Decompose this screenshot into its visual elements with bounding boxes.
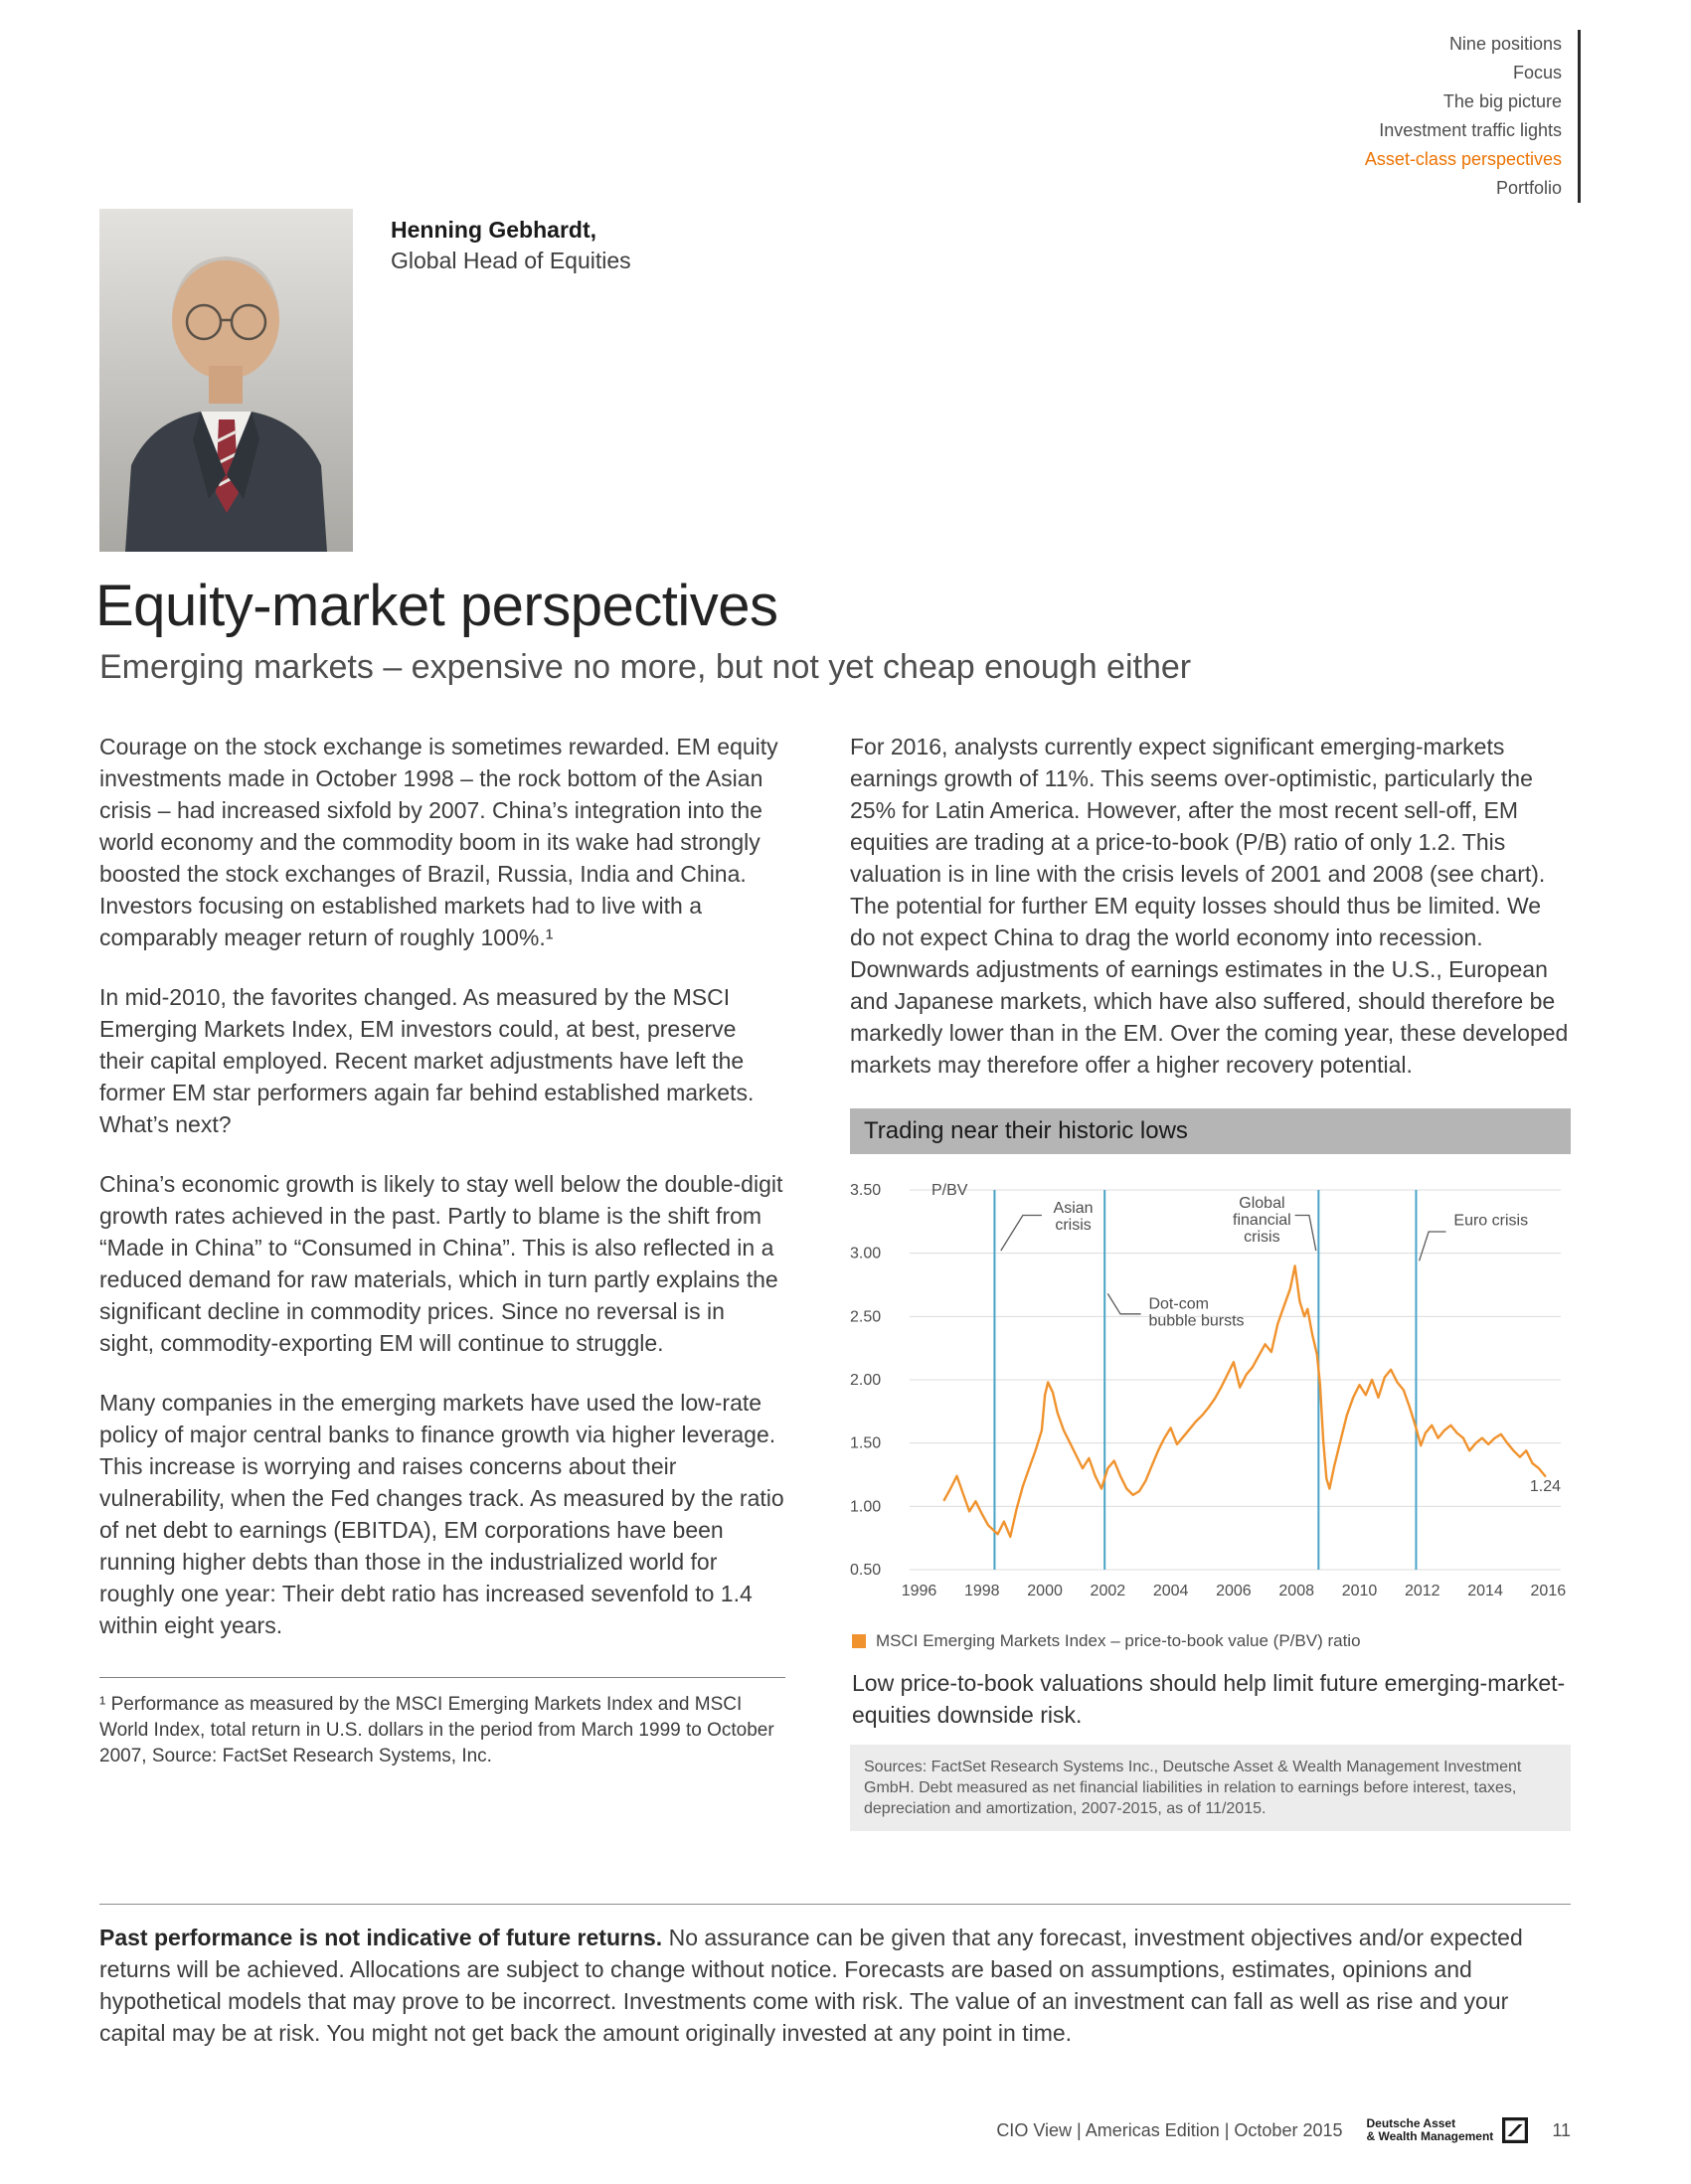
edition-label: CIO View | Americas Edition | October 2015 bbox=[996, 2119, 1343, 2140]
chart-legend bbox=[850, 1631, 1571, 1651]
page-footer bbox=[99, 2117, 1571, 2143]
svg-text:1998: 1998 bbox=[963, 1583, 1000, 1599]
nav-item-asset-class-perspectives[interactable]: Asset-class perspectives bbox=[1364, 149, 1562, 169]
chart-title: Trading near their historic lows bbox=[850, 1108, 1571, 1154]
svg-text:Globalfinancialcrisis: Global financial crisis bbox=[1233, 1194, 1291, 1246]
chart-module bbox=[850, 1108, 1571, 1831]
svg-text:2016: 2016 bbox=[1530, 1583, 1567, 1599]
body-paragraph: Courage on the stock exchange is sometimes rewarded. EM equity investments made in October 1998 – the rock bottom of the Asian crisis – had increased sixfold by 2007. China’s integration into the world economy and the commodity boom in its wake had strongly boosted the stock exchanges of Brazil, Russia, India and China. Investors focusing on established markets had to live with a comparably meager return of roughly 100%.¹ bbox=[99, 734, 778, 950]
author-photo bbox=[99, 209, 353, 552]
svg-text:1.00: 1.00 bbox=[850, 1498, 882, 1516]
svg-text:2010: 2010 bbox=[1341, 1583, 1378, 1599]
svg-text:3.00: 3.00 bbox=[850, 1245, 882, 1262]
footer-divider bbox=[99, 1904, 1571, 1905]
brand-line-2: & Wealth Management bbox=[1366, 2129, 1494, 2143]
nav-item-investment-traffic-lights[interactable]: Investment traffic lights bbox=[1379, 120, 1562, 140]
deutsche-bank-logo-icon bbox=[1502, 2117, 1528, 2143]
section-nav bbox=[1365, 30, 1581, 203]
svg-text:2002: 2002 bbox=[1090, 1583, 1126, 1599]
svg-text:2006: 2006 bbox=[1216, 1583, 1252, 1599]
page-number: 11 bbox=[1552, 2119, 1571, 2140]
svg-text:2000: 2000 bbox=[1027, 1583, 1063, 1599]
page-title: Equity-market perspectives bbox=[95, 574, 778, 638]
svg-text:0.50: 0.50 bbox=[850, 1562, 882, 1579]
svg-text:2.00: 2.00 bbox=[850, 1372, 882, 1389]
right-column bbox=[850, 731, 1571, 1831]
nav-item-focus[interactable]: Focus bbox=[1512, 63, 1562, 83]
svg-text:Asiancrisis: Asian crisis bbox=[1053, 1199, 1094, 1234]
author-block bbox=[99, 209, 631, 552]
legend-swatch bbox=[852, 1634, 866, 1648]
left-column bbox=[99, 731, 785, 1769]
nav-item-portfolio[interactable]: Portfolio bbox=[1495, 178, 1562, 198]
footnote-divider bbox=[99, 1677, 785, 1678]
disclaimer-rest: No assurance can be given that any forecast, investment objectives and/or expected returns will be achieved. Allocations are subject to change without notice. Forecasts are based on assumptions, estimates, opinions and hypothetical models that may prove to be incorrect. Investments come with risk. The value of an investment can fall as well as rise and your capital may be at risk. You might not get back the amount originally invested at any point in time. bbox=[99, 1925, 1523, 2046]
portrait-placeholder-image bbox=[99, 209, 353, 552]
body-paragraph: In mid-2010, the favorites changed. As measured by the MSCI Emerging Markets Index, EM investors could, at best, preserve their capital employed. Recent market adjustments have left the former EM star performers again far behind established markets. What’s next? bbox=[99, 984, 755, 1137]
svg-text:2008: 2008 bbox=[1278, 1583, 1314, 1599]
legend-label: MSCI Emerging Markets Index – price-to-book value (P/BV) ratio bbox=[876, 1631, 1361, 1650]
svg-text:2012: 2012 bbox=[1404, 1583, 1440, 1599]
footnote: ¹ Performance as measured by the MSCI Emerging Markets Index and MSCI World Index, total return in U.S. dollars in the period from March 1999 to October 2007, Source: FactSet Research Systems, Inc. bbox=[99, 1694, 774, 1766]
chart-caption: Low price-to-book valuations should help limit future emerging-market-equities downside risk. bbox=[852, 1670, 1566, 1728]
svg-text:3.50: 3.50 bbox=[850, 1182, 882, 1199]
nav-item-the-big-picture[interactable]: The big picture bbox=[1442, 91, 1562, 111]
brand-block bbox=[1367, 2117, 1529, 2143]
brand-line-1: Deutsche Asset bbox=[1366, 2116, 1456, 2130]
page-subtitle: Emerging markets – expensive no more, but not yet cheap enough either bbox=[99, 648, 1192, 686]
body-paragraph: China’s economic growth is likely to stay well below the double-digit growth rates achieved in the past. Partly to blame is the shift from “Made in China” to “Consumed in China”. This is also reflected in a reduced demand for raw materials, which in turn partly explains the significant decline in commodity prices. Since no reversal is in sight, commodity-exporting EM will continue to struggle. bbox=[99, 1171, 783, 1356]
svg-text:P/BV: P/BV bbox=[931, 1182, 968, 1199]
body-paragraph: For 2016, analysts currently expect significant emerging-markets earnings growth of 11%. This seems over-optimistic, particularly the 25% for Latin America. However, after the most recent sell-off, EM equities are trading at a price-to-book (P/B) ratio of only 1.2. This valuation is in line with the crisis levels of 2001 and 2008 (see chart). The potential for further EM equity losses should thus be limited. We do not expect China to drag the world economy into recession. Downwards adjustments of earnings estimates in the U.S., European and Japanese markets, which have also suffered, should therefore be markedly lower than in the EM. Over the coming year, these developed markets may therefore offer a higher recovery potential. bbox=[850, 734, 1569, 1078]
svg-text:2.50: 2.50 bbox=[850, 1308, 882, 1326]
svg-text:1996: 1996 bbox=[901, 1583, 937, 1599]
author-role: Global Head of Equities bbox=[391, 248, 631, 273]
svg-text:Dot-combubble bursts: Dot-com bubble bursts bbox=[1148, 1295, 1245, 1330]
pbv-line-chart bbox=[850, 1160, 1571, 1627]
disclaimer-lead: Past performance is not indicative of future returns. bbox=[99, 1925, 663, 1950]
svg-text:1.50: 1.50 bbox=[850, 1434, 882, 1452]
svg-text:2014: 2014 bbox=[1467, 1583, 1503, 1599]
svg-text:Euro crisis: Euro crisis bbox=[1453, 1212, 1529, 1230]
body-paragraph: Many companies in the emerging markets have used the low-rate policy of major central banks to finance growth via higher leverage. This increase is worrying and raises concerns about their vulnerability, when the Fed changes track. As measured by the ratio of net debt to earnings (EBITDA), EM corporations have been running higher debts than those in the industrialized world for roughly one year: Their debt ratio has increased sevenfold to 1.4 within eight years. bbox=[99, 1390, 784, 1638]
svg-text:2004: 2004 bbox=[1152, 1583, 1189, 1599]
nav-item-nine-positions[interactable]: Nine positions bbox=[1448, 34, 1562, 54]
author-name: Henning Gebhardt, bbox=[391, 217, 596, 243]
chart-sources: Sources: FactSet Research Systems Inc., Deutsche Asset & Wealth Management Investment GmbH. Debt measured as net financial liabilities in relation to earnings before interest, taxes, depreciation and amortization, 2007-2015, as of 11/2015. bbox=[850, 1745, 1571, 1831]
disclaimer bbox=[99, 1922, 1571, 2049]
svg-text:1.24: 1.24 bbox=[1529, 1478, 1561, 1496]
